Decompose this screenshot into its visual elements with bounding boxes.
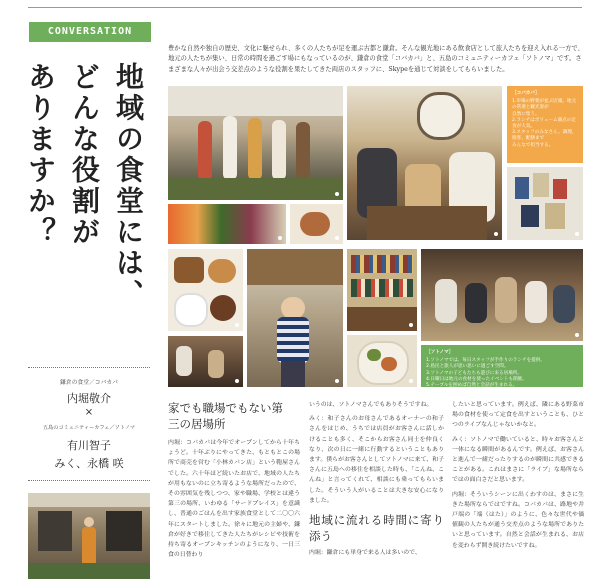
caption-line: 3.スタッフのみなさん。調理、接客、配膳まで	[512, 130, 577, 142]
photo-number-dot	[409, 379, 413, 383]
photo-child-cafe	[247, 249, 343, 387]
photo-number-dot	[575, 333, 579, 337]
title-line-2: どんな役割が	[68, 62, 101, 248]
caption-line: 2.ランチはボリューム満点の定食が人気。	[512, 117, 576, 130]
caption-line: 2.島民と旅人が思い思いに過ごす空間。	[426, 364, 509, 370]
photo-sotonoma-seated	[421, 249, 583, 341]
intro-paragraph: 豊かな自然や独自の歴史、文化に魅せられ、多くの人たちが足を運ぶ古都と鎌倉。そんな観光地にある飲食店として旅人たちを迎え入れる一方で、地元の人たちが集い、日常の時間を過ごす場にもなっているのが、鎌倉の食堂「コバカバ」と、五島のコミュニティーカフェ「ソトノマ」です。さまざまな人々が出会う交差点のような役割を果たしてきた両店のスタッフに、Skypeを通じて対談をしてもらいました。	[168, 45, 584, 73]
photo-kobakaba-staff	[168, 86, 343, 200]
photo-bookshelf	[347, 249, 417, 331]
page-title	[24, 62, 150, 352]
body-paragraph: 内堀：コバカバは今年でオープンしてから十年ちょうど。十年ぶりにやってきた、もともとこの場所で商売を営む「小林カバン店」という鞄屋さんでした。六十年ほど続いたお店で、地域の人たちが用もないのに立ち寄るような場所だったので、その雰囲気を残しつつ、家や職場、学校とは違う第三の場所、いわゆる「サードプレイス」を意識し、普通のごはんを出す家族食堂として二〇〇六年にスタートしました。徐々に地元の主婦や、鎌倉が好きで移住してきた人たちがレシピや技術を持ち寄るオープンキッチンのようになり、一日三食の日替わり	[168, 440, 300, 559]
heading-third-place: 家でも職場でもない第三の居場所	[168, 401, 283, 431]
photo-sotonoma-gathering	[347, 86, 502, 240]
participant-1-name: 内堀敬介	[67, 392, 111, 405]
photo-number-dot	[335, 236, 339, 240]
photo-sotonoma-artwork	[507, 167, 583, 240]
caption-line: 1.市場の野菜が並ぶ店頭。地元の常連と観光客が	[512, 99, 577, 111]
photo-number-dot	[278, 236, 282, 240]
participants-rule-top	[28, 367, 150, 368]
photo-storefront	[28, 493, 150, 579]
caption-line: 4.日曜日は地元の食材を使ったイベントも開催。	[426, 376, 527, 382]
cross-symbol: ×	[84, 407, 94, 418]
body-paragraph: みく：和子さんのお母さんであるオーナーの和子さんをはじめ、うちでは店員がお客さんに話しかけることも多く、そこからお客さん同士を仲良くなり、次の日に一緒に行動するということもあります。僕らがお客さんとしてソトノマに来て、和子さんに五島への移住を相談した時も、「こんね、こんね」と言ってくれて、相談にも乗ってもらいました。そういう人がいることは大きな安心になりました。	[309, 416, 444, 504]
caption-title: ［ソトノマ］	[426, 350, 454, 355]
participant-1-affiliation: 鎌倉の食堂／コバカバ	[60, 380, 118, 386]
photo-set-meal	[168, 249, 243, 331]
photo-number-dot	[409, 323, 413, 327]
photo-lunch-plate	[347, 335, 417, 387]
photo-number-dot	[335, 379, 339, 383]
caption-line: 1.ソトノマでは、毎日スタッフが手作りのランチを提供。	[426, 358, 545, 364]
title-line-3: ありますか？	[24, 62, 57, 248]
photo-number-dot	[235, 379, 239, 383]
photo-number-dot	[575, 232, 579, 236]
intro-text	[168, 44, 584, 75]
participants-rule-bottom	[28, 480, 150, 481]
photo-number-dot	[494, 232, 498, 236]
body-column-1	[168, 438, 300, 582]
caption-line: 自然に集う。	[512, 111, 540, 117]
caption-line: 3.ソトノマの子どもたちも遊びに来る居場所。	[426, 370, 522, 376]
body-column-3	[452, 400, 584, 582]
body-paragraph: したいと思っています。例えば、隣にある野菜市場の食材を使って定食を出すということも、ひとつのライブなんじゃないかなと。	[452, 402, 584, 429]
participant-3-name: みく、永橋 咲	[54, 457, 124, 470]
participant-2-name: 有川智子	[67, 439, 111, 452]
body-paragraph: いうのは、ソトノマさんでもありそうですね。	[309, 402, 433, 408]
caption-title: ［コバカバ］	[512, 91, 540, 96]
body-column-2	[309, 400, 444, 582]
caption-line: 5.テーブルを囲めば自然と会話が生まれる。	[426, 383, 518, 389]
caption-line: みんなで担当する。	[512, 142, 554, 148]
body-paragraph: みく：ソトノマで働いていると、時々お客さんと一体になる瞬間があるんです。例えば、お客さんと進んで一緒だったりするのが瞬間に共感できることがある。これはまさに「ライブ」な場所ならではの面白さだと思います。	[452, 436, 584, 484]
heading-local-time: 地域に流れる時間に寄り添う	[309, 513, 444, 544]
photo-kobakaba-counter	[168, 336, 243, 387]
section-tag: CONVERSATION	[29, 22, 151, 42]
photo-number-dot	[335, 192, 339, 196]
photo-dish	[290, 204, 343, 244]
photo-number-dot	[235, 323, 239, 327]
caption-sotonoma	[421, 345, 583, 387]
caption-kobakaba	[507, 86, 583, 163]
top-rule	[28, 7, 582, 8]
participant-2-affiliation: 五島のコミュニティーカフェ／ソトノマ	[42, 425, 136, 431]
title-line-1: 地域の食堂には、	[112, 62, 145, 310]
body-paragraph: 内堀：そういうシーンに出くわすのは、まさに生きた場所ならではですね。コバカバは、路地や井戸端の「端（はた）」のように、色々な世代や価値観の人たちが通う交差点のような場所でありたいと思っています。自然と会話が生まれる、お店を変わらず開き続けたいですね。	[452, 491, 584, 549]
body-paragraph: 内堀：鎌倉にも単身で来る人は多いので、	[309, 550, 421, 557]
photo-vegetables	[168, 204, 286, 244]
